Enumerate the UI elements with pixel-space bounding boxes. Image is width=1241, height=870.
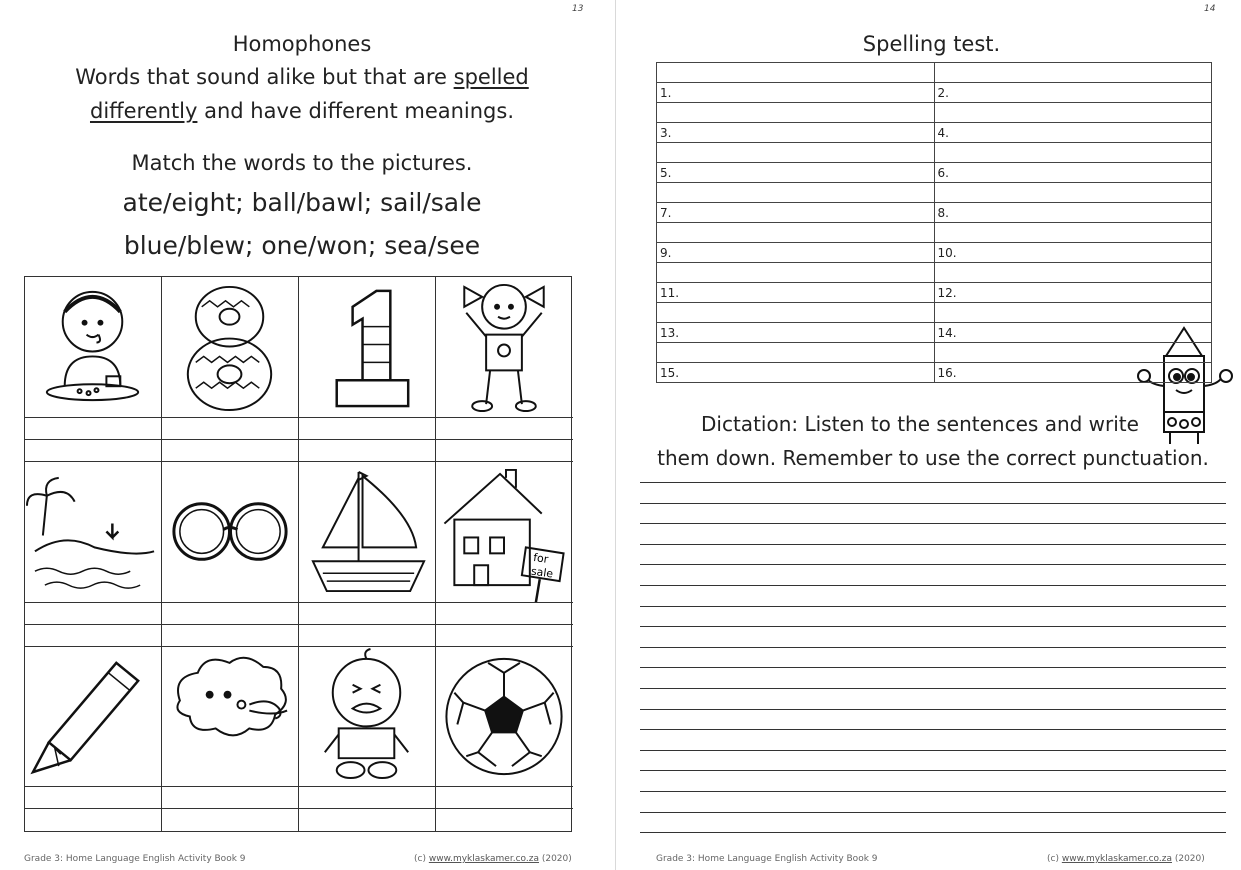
answer-line-cell bbox=[436, 418, 573, 440]
spelling-cell-blank[interactable] bbox=[934, 343, 1212, 363]
house-for-sale-icon bbox=[436, 462, 573, 602]
spelling-cell[interactable]: 3. bbox=[657, 123, 935, 143]
picture-cell bbox=[299, 462, 436, 603]
writing-line[interactable] bbox=[640, 832, 1226, 833]
spelling-row-blank bbox=[657, 183, 1212, 203]
number-eight-icon bbox=[162, 277, 298, 417]
writing-line[interactable] bbox=[640, 482, 1226, 483]
spelling-cell-blank[interactable] bbox=[934, 263, 1212, 283]
answer-line-cell bbox=[299, 440, 436, 462]
spelling-cell[interactable]: 9. bbox=[657, 243, 935, 263]
answer-line-cell bbox=[436, 625, 573, 647]
writing-line[interactable] bbox=[640, 812, 1226, 813]
spelling-cell[interactable]: 5. bbox=[657, 163, 935, 183]
number-one-icon bbox=[299, 277, 435, 417]
copyright-label: (c) bbox=[1047, 854, 1062, 864]
writing-line[interactable] bbox=[640, 523, 1226, 524]
spelling-row bbox=[657, 83, 1212, 103]
spelling-cell-blank[interactable] bbox=[657, 263, 935, 283]
writing-line[interactable] bbox=[640, 791, 1226, 792]
page-number: 13 bbox=[572, 4, 584, 14]
writing-line[interactable] bbox=[640, 709, 1226, 710]
writing-line[interactable] bbox=[640, 770, 1226, 771]
spelling-row bbox=[657, 283, 1212, 303]
spelling-cell[interactable]: 7. bbox=[657, 203, 935, 223]
spelling-row-blank bbox=[657, 343, 1212, 363]
copyright-label: (c) bbox=[414, 854, 429, 864]
picture-cell bbox=[25, 277, 162, 418]
spelling-cell[interactable]: 8. bbox=[934, 203, 1212, 223]
spelling-cell[interactable]: 16. bbox=[934, 363, 1212, 383]
writing-line[interactable] bbox=[640, 667, 1226, 668]
answer-line-cell bbox=[162, 418, 299, 440]
spelling-row bbox=[657, 163, 1212, 183]
picture-cell bbox=[299, 647, 436, 787]
spelling-cell-blank[interactable] bbox=[934, 183, 1212, 203]
picture-cell bbox=[162, 462, 299, 603]
spelling-cell[interactable]: 6. bbox=[934, 163, 1212, 183]
page-number: 14 bbox=[1204, 4, 1216, 14]
spelling-cell[interactable]: 15. bbox=[657, 363, 935, 383]
picture-cell bbox=[436, 647, 573, 787]
spelling-row-blank bbox=[657, 63, 1212, 83]
spelling-cell-blank[interactable] bbox=[657, 143, 935, 163]
spelling-row-blank bbox=[657, 223, 1212, 243]
underlined-word-spelled: spelled bbox=[453, 65, 529, 89]
spelling-cell-blank[interactable] bbox=[657, 103, 935, 123]
writing-line[interactable] bbox=[640, 585, 1226, 586]
spelling-row bbox=[657, 203, 1212, 223]
copyright-year: (2020) bbox=[538, 854, 572, 864]
spelling-cell-blank[interactable] bbox=[657, 303, 935, 323]
answer-line-cell bbox=[162, 787, 299, 809]
spelling-cell-blank[interactable] bbox=[934, 63, 1212, 83]
definition-line-2 bbox=[0, 99, 604, 123]
page-title: Spelling test. bbox=[862, 32, 1001, 56]
answer-line-cell bbox=[25, 809, 162, 831]
dictation-line-2: them down. Remember to use the correct punctuation. bbox=[657, 446, 1209, 470]
definition-text-end: and have different meanings. bbox=[197, 99, 515, 123]
footer-book-title: Grade 3: Home Language English Activity Book 9 bbox=[656, 854, 878, 864]
writing-line[interactable] bbox=[640, 564, 1226, 565]
soccer-ball-icon bbox=[436, 647, 573, 786]
picture-cell bbox=[25, 647, 162, 787]
picture-matching-grid bbox=[24, 276, 572, 832]
left-page bbox=[0, 0, 612, 870]
writing-line[interactable] bbox=[640, 544, 1226, 545]
sailboat-icon bbox=[299, 462, 435, 602]
picture-cell bbox=[162, 277, 299, 418]
spelling-cell[interactable]: 12. bbox=[934, 283, 1212, 303]
writing-line[interactable] bbox=[640, 688, 1226, 689]
word-list-line-1: ate/eight; ball/bawl; sail/sale bbox=[122, 188, 482, 217]
answer-line-cell bbox=[162, 625, 299, 647]
website-link[interactable]: www.myklaskamer.co.za bbox=[1061, 854, 1172, 864]
writing-line[interactable] bbox=[640, 606, 1226, 607]
writing-line[interactable] bbox=[640, 750, 1226, 751]
underlined-word-differently: differently bbox=[89, 99, 198, 123]
answer-line-cell bbox=[436, 809, 573, 831]
answer-line-cell bbox=[299, 809, 436, 831]
spelling-cell-blank[interactable] bbox=[657, 343, 935, 363]
spelling-cell-blank[interactable] bbox=[657, 183, 935, 203]
spelling-cell-blank[interactable] bbox=[934, 303, 1212, 323]
spelling-row bbox=[657, 363, 1212, 383]
spelling-row-blank bbox=[657, 303, 1212, 323]
crying-baby-icon bbox=[299, 647, 435, 786]
spelling-test-table bbox=[656, 62, 1212, 383]
answer-line-cell bbox=[25, 440, 162, 462]
spelling-row bbox=[657, 323, 1212, 343]
crayon-icon bbox=[25, 647, 161, 786]
for-sale-sign-text-2: sale bbox=[530, 564, 554, 581]
footer-book-title: Grade 3: Home Language English Activity Book 9 bbox=[24, 854, 246, 864]
answer-line-cell bbox=[162, 809, 299, 831]
sea-beach-icon bbox=[25, 462, 161, 602]
spelling-cell[interactable]: 11. bbox=[657, 283, 935, 303]
spelling-row bbox=[657, 123, 1212, 143]
spelling-row-blank bbox=[657, 143, 1212, 163]
spelling-cell[interactable]: 1. bbox=[657, 83, 935, 103]
spelling-cell-blank[interactable] bbox=[657, 223, 935, 243]
answer-line-cell bbox=[436, 603, 573, 625]
spelling-cell-blank[interactable] bbox=[934, 143, 1212, 163]
picture-cell bbox=[436, 462, 573, 603]
spelling-cell-blank[interactable] bbox=[934, 223, 1212, 243]
definition-line-1 bbox=[0, 65, 604, 89]
word-list-line-2: blue/blew; one/won; sea/see bbox=[123, 231, 481, 260]
spelling-cell[interactable]: 10. bbox=[934, 243, 1212, 263]
answer-line-cell bbox=[162, 603, 299, 625]
writing-line[interactable] bbox=[640, 626, 1226, 627]
spelling-cell-blank[interactable] bbox=[934, 103, 1212, 123]
dictation-line-1: Dictation: Listen to the sentences and write bbox=[701, 412, 1139, 436]
picture-cell bbox=[25, 462, 162, 603]
answer-line-cell bbox=[299, 603, 436, 625]
writing-line[interactable] bbox=[640, 503, 1226, 504]
picture-cell bbox=[162, 647, 299, 787]
cloud-blowing-icon bbox=[162, 647, 298, 786]
spelling-cell-blank[interactable] bbox=[657, 63, 935, 83]
writing-line[interactable] bbox=[640, 647, 1226, 648]
writing-line[interactable] bbox=[640, 729, 1226, 730]
answer-line-cell bbox=[25, 787, 162, 809]
answer-line-cell bbox=[299, 625, 436, 647]
spelling-row-blank bbox=[657, 263, 1212, 283]
picture-cell bbox=[436, 277, 573, 418]
spelling-cell[interactable]: 13. bbox=[657, 323, 935, 343]
answer-line-cell bbox=[25, 625, 162, 647]
spelling-row-blank bbox=[657, 103, 1212, 123]
website-link[interactable]: www.myklaskamer.co.za bbox=[428, 854, 539, 864]
picture-cell bbox=[299, 277, 436, 418]
spelling-cell[interactable]: 2. bbox=[934, 83, 1212, 103]
boy-eating-icon bbox=[25, 277, 161, 417]
answer-line-cell bbox=[25, 603, 162, 625]
answer-line-cell bbox=[299, 418, 436, 440]
footer-copyright bbox=[1047, 854, 1205, 864]
page-divider bbox=[615, 0, 616, 870]
answer-line-cell bbox=[436, 787, 573, 809]
girl-winner-icon bbox=[436, 277, 573, 417]
eyeglasses-icon bbox=[162, 462, 298, 602]
instruction: Match the words to the pictures. bbox=[131, 151, 473, 175]
answer-line-cell bbox=[299, 787, 436, 809]
answer-line-cell bbox=[162, 440, 299, 462]
answer-line-cell bbox=[25, 418, 162, 440]
copyright-year: (2020) bbox=[1171, 854, 1205, 864]
spelling-cell[interactable]: 14. bbox=[934, 323, 1212, 343]
answer-line-cell bbox=[436, 440, 573, 462]
for-sale-sign-text-1: for bbox=[532, 550, 550, 566]
footer-copyright bbox=[414, 854, 572, 864]
spelling-row bbox=[657, 243, 1212, 263]
spelling-cell[interactable]: 4. bbox=[934, 123, 1212, 143]
page-title: Homophones bbox=[232, 32, 372, 56]
definition-text: Words that sound alike but that are bbox=[75, 65, 454, 89]
